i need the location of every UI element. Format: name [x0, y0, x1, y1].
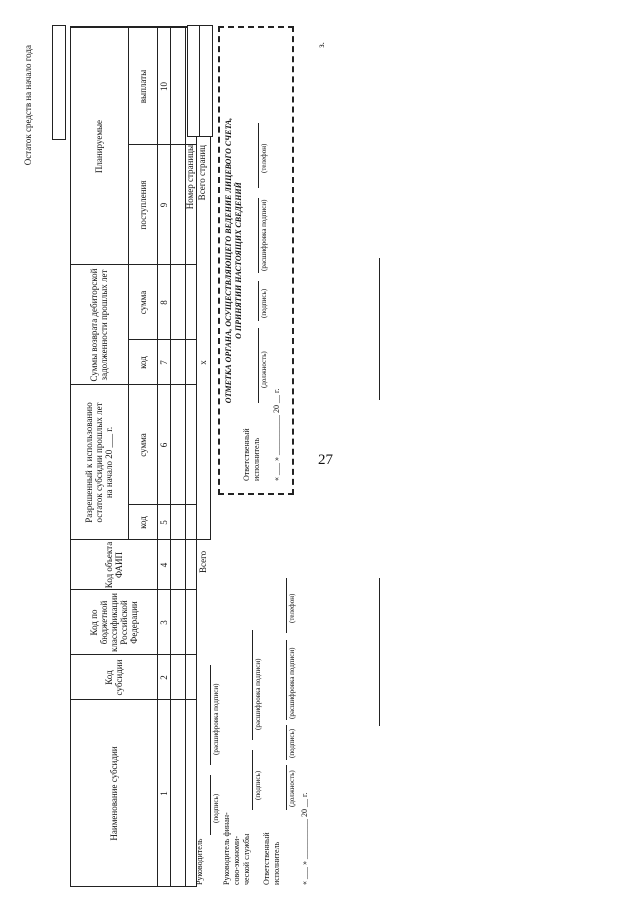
- col-header-code: Код субсидии: [103, 659, 124, 696]
- separator-line: [379, 258, 380, 400]
- col-header-allowed: Разрешенный к использованию остаток субсидии прошлых лет на начало 20 ___ г.: [84, 402, 114, 523]
- stamp-title-line1: ОТМЕТКА ОРГАНА, ОСУЩЕСТВЛЯЮЩЕГО ВЕДЕНИЕ ЛИЦЕВОГО СЧЕТА,: [224, 117, 233, 404]
- col-num: 5: [158, 520, 169, 525]
- finance-head-label: Руководитель финан- сово-экономи- ческой службы: [222, 812, 251, 885]
- sub-header-summa: сумма: [137, 290, 148, 315]
- col-header-name: Наименование субсидии: [108, 746, 119, 841]
- rotated-form-sheet: [0, 15, 370, 895]
- page-number-label: Номер страницы: [185, 145, 195, 210]
- col-header-faip: Код объекта ФАИП: [103, 541, 124, 589]
- caption-signature: (подпись): [212, 793, 220, 823]
- sub-header-kod: код: [137, 356, 148, 369]
- total-x-mark: х: [198, 360, 208, 365]
- caption-position: (должность): [288, 770, 296, 807]
- col-num: 6: [158, 442, 169, 448]
- sub-header-summa: сумма: [137, 433, 148, 457]
- caption-phone: (телефон): [288, 593, 296, 623]
- caption-decode: (расшифровка подписи): [288, 647, 296, 719]
- caption-signature: (подпись): [254, 770, 262, 800]
- stamp-executor-label: Ответственный исполнитель: [242, 428, 261, 481]
- col-num: 10: [158, 82, 169, 91]
- total-pages-box[interactable]: [199, 25, 213, 137]
- stamp-caption-decode: (расшифровка подписи): [260, 199, 268, 271]
- col-num: 8: [158, 300, 169, 305]
- page-number: 27: [318, 452, 333, 468]
- acceptance-stamp: [218, 26, 294, 495]
- sub-header-kod: код: [137, 516, 148, 529]
- separator-line: [379, 578, 380, 726]
- stamp-title-line2: О ПРИНЯТИИ НАСТОЯЩИХ СВЕДЕНИЙ: [234, 182, 243, 339]
- col-num: 7: [158, 360, 169, 365]
- col-num: 9: [158, 202, 169, 208]
- col-header-planned: Планируемые: [94, 119, 104, 174]
- caption-signature: (подпись): [288, 728, 296, 758]
- executor-label: Ответственный исполнитель: [262, 832, 281, 885]
- stamp-caption-signature: (подпись): [260, 288, 268, 318]
- date-line: « ___ » __________ 20 __ г.: [300, 792, 309, 885]
- sub-header-vyplaty: выплаты: [137, 69, 148, 104]
- stamp-caption-position: (должность): [260, 351, 268, 388]
- total-pages-label: Всего страниц: [197, 145, 207, 201]
- col-num: 3: [158, 620, 169, 625]
- caption-decode: (расшифровка подписи): [212, 683, 220, 755]
- total-label: Всего: [198, 550, 208, 573]
- corner-mark: з.: [315, 42, 326, 48]
- head-label: Руководитель: [195, 838, 204, 885]
- balance-label: Остаток средств на начало года: [23, 45, 33, 166]
- col-header-bk: Код по бюджетной классификации Российской Федерации: [88, 593, 139, 652]
- stamp-date-line: « ___ » __________ 20 __ г.: [272, 388, 281, 481]
- col-header-returns: Суммы возврата дебиторской задолженности прошлых лет: [89, 268, 109, 382]
- stamp-caption-phone: (телефон): [260, 143, 268, 173]
- balance-value-box[interactable]: [52, 25, 66, 140]
- sub-header-postupleniya: поступления: [137, 180, 148, 230]
- col-num: 1: [158, 791, 169, 796]
- col-num: 2: [158, 675, 169, 680]
- caption-decode: (расшифровка подписи): [254, 658, 262, 730]
- col-num: 4: [158, 562, 169, 568]
